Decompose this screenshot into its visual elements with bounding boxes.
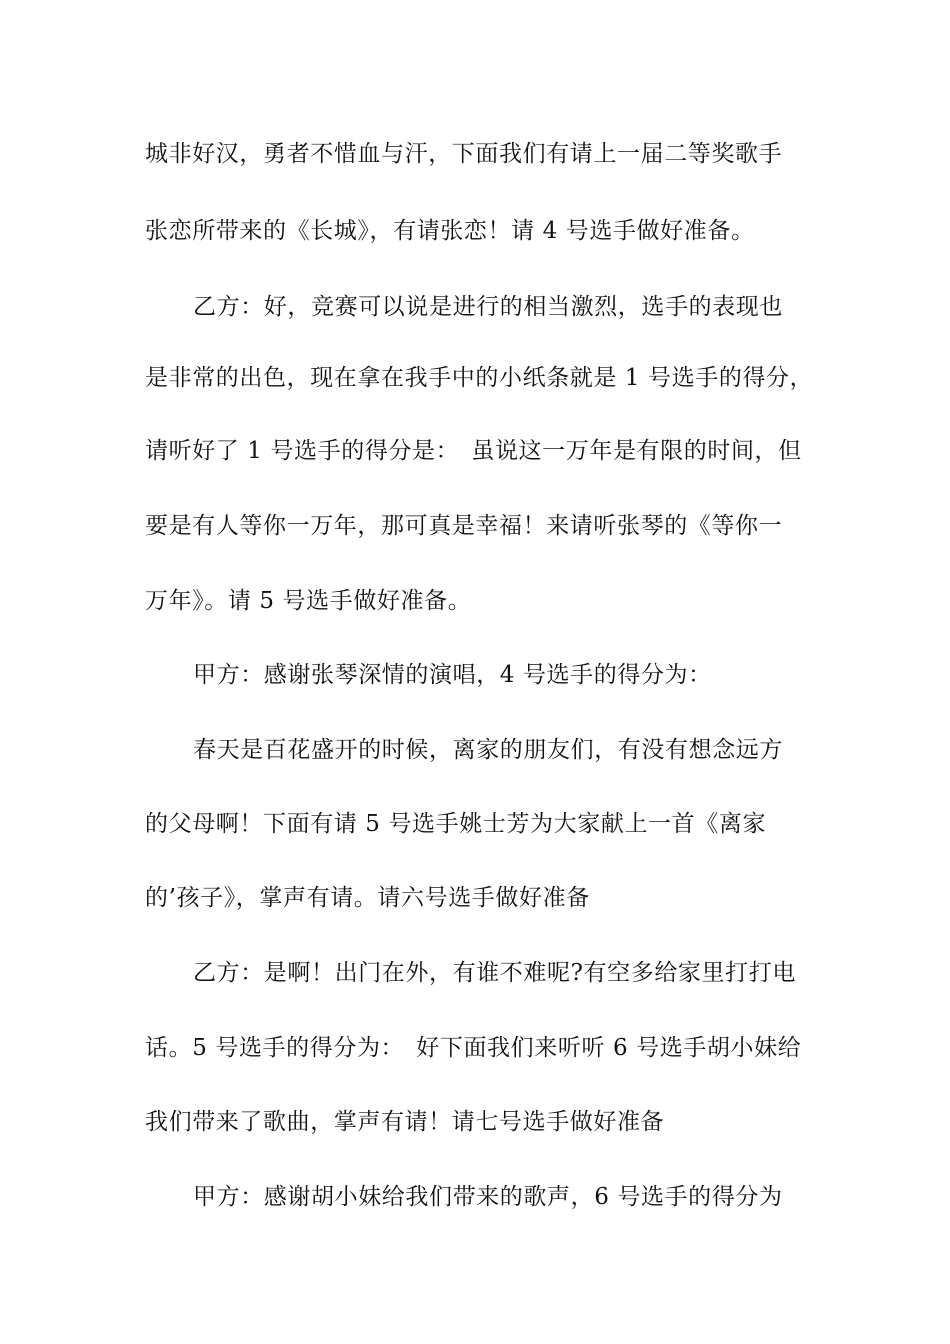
text-line-1: 城非好汉，勇者不惜血与汗，下面我们有请上一届二等奖歌手 xyxy=(145,141,783,167)
text-line-15: 甲方：感谢胡小妹给我们带来的歌声，6 号选手的得分为 xyxy=(193,1184,783,1210)
text-line-7: 万年》。请 5 号选手做好准备。 xyxy=(145,588,472,614)
text-line-13: 话。5 号选手的得分为： 好下面我们来听听 6 号选手胡小妹给 xyxy=(145,1035,802,1061)
text-line-8: 甲方：感谢张琴深情的演唱，4 号选手的得分为： xyxy=(193,662,712,688)
text-line-4: 是非常的出色，现在拿在我手中的小纸条就是 1 号选手的得分， xyxy=(145,365,814,391)
text-line-3: 乙方：好，竞赛可以说是进行的相当激烈，选手的表现也 xyxy=(193,294,783,320)
text-line-11: 的’孩子》，掌声有请。请六号选手做好准备 xyxy=(145,885,590,911)
text-line-2: 张恋所带来的《长城》，有请张恋！请 4 号选手做好准备。 xyxy=(145,218,755,244)
text-line-5: 请听好了 1 号选手的得分是： 虽说这一万年是有限的时间，但 xyxy=(145,438,802,464)
text-line-14: 我们带来了歌曲，掌声有请！请七号选手做好准备 xyxy=(145,1109,665,1135)
text-line-10: 的父母啊！下面有请 5 号选手姚士芳为大家献上一首《离家 xyxy=(145,811,767,837)
text-line-6: 要是有人等你一万年，那可真是幸福！来请听张琴的《等你一 xyxy=(145,513,783,539)
text-line-12: 乙方：是啊！出门在外，有谁不难呢?有空多给家里打打电 xyxy=(193,960,796,986)
text-line-9: 春天是百花盛开的时候，离家的朋友们，有没有想念远方 xyxy=(193,737,783,763)
